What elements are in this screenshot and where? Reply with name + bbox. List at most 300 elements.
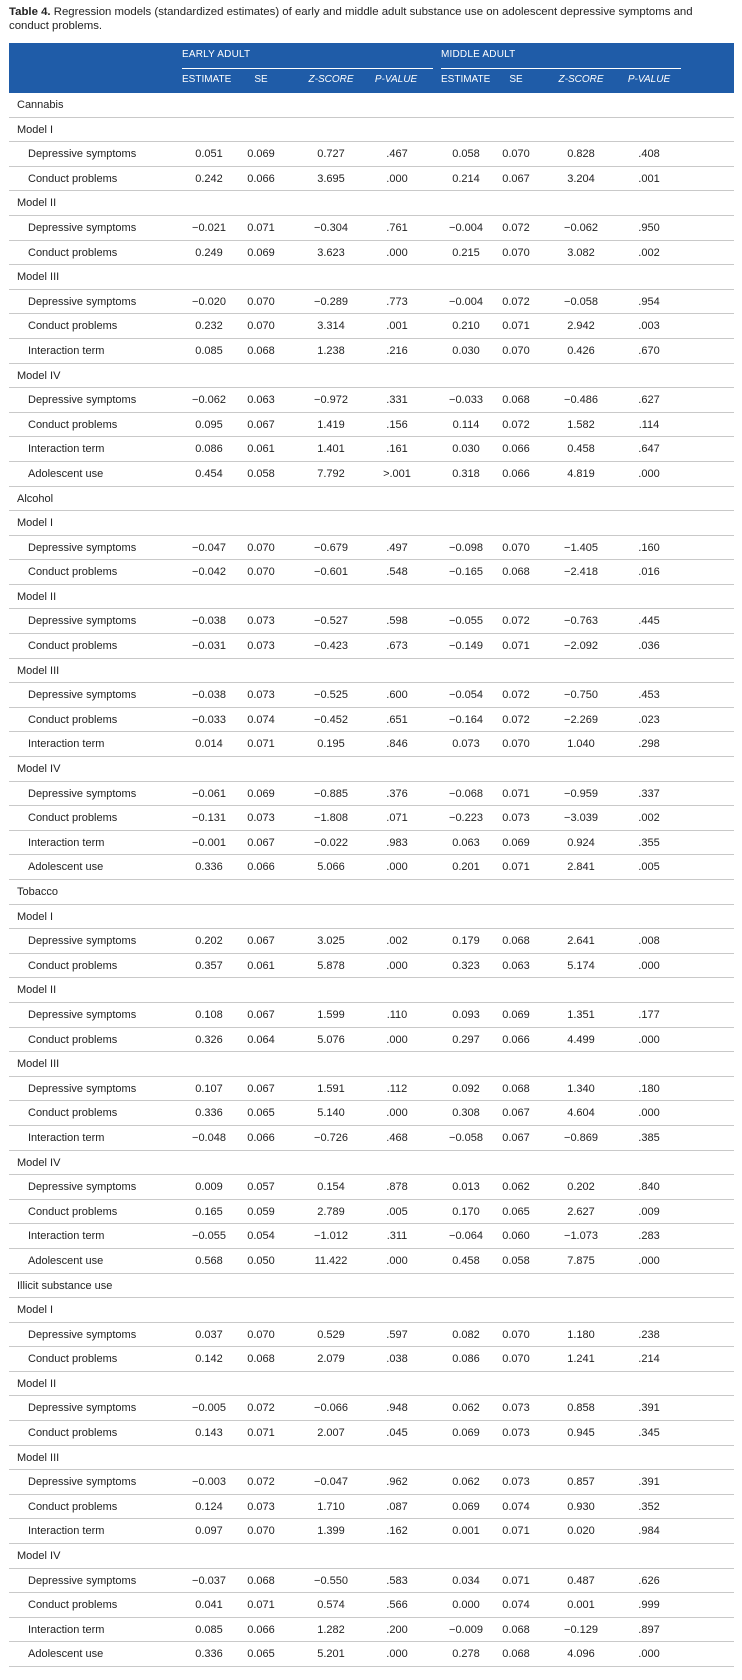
table-cell: 0.568 [195,1254,223,1267]
table-cell: .000 [386,1648,408,1661]
table-cell: −0.972 [314,394,348,407]
table-cell: 0.063 [452,836,480,849]
table-cell: 1.582 [567,418,595,431]
table-row [9,1126,734,1151]
table-cell: 0.828 [567,148,595,161]
table-cell: 2.789 [317,1205,345,1218]
row-label: Depressive symptoms [28,1181,137,1194]
table-cell: .445 [638,615,660,628]
col-header-zscore-early: Z-SCORE [308,74,354,85]
table-cell: 0.073 [502,1476,530,1489]
table-cell: .566 [386,1599,408,1612]
table-cell: 7.792 [317,467,345,480]
table-cell: −0.131 [192,812,226,825]
table-caption-label: Table 4. [9,6,51,18]
row-label: Depressive symptoms [28,1082,137,1095]
row-label: Cannabis [17,99,64,111]
row-label: Conduct problems [28,1599,118,1612]
table-cell: 0.066 [502,443,530,456]
table-row [9,855,734,880]
table-row [9,560,734,585]
table-cell: 0.085 [195,344,223,357]
table-cell: 0.070 [247,566,275,579]
table-cell: .355 [638,836,660,849]
row-label: Adolescent use [28,467,104,480]
row-label: Conduct problems [28,418,118,431]
table-cell: 0.082 [452,1328,480,1341]
table-cell: −3.039 [564,812,598,825]
table-cell: 0.071 [247,1599,275,1612]
table-cell: 0.070 [247,541,275,554]
table-cell: 0.061 [247,443,275,456]
row-label: Conduct problems [28,1033,118,1046]
table-row [9,1323,734,1348]
table-cell: 0.072 [502,689,530,702]
row-label: Model II [17,1377,57,1390]
table-cell: 3.082 [567,246,595,259]
table-cell: .214 [638,1353,660,1366]
row-label: Depressive symptoms [28,1574,137,1587]
table-row [9,1101,734,1126]
table-cell: −0.452 [314,713,348,726]
table-cell: −0.004 [449,221,483,234]
table-cell: −0.047 [192,541,226,554]
table-cell: 0.064 [247,1033,275,1046]
table-cell: 0.059 [247,1205,275,1218]
table-cell: 0.458 [452,1254,480,1267]
table-cell: 1.599 [317,1008,345,1021]
table-cell: −0.062 [564,221,598,234]
table-cell: 0.066 [247,172,275,185]
table-cell: .283 [638,1230,660,1243]
row-label: Alcohol [17,492,54,505]
table-cell: −0.033 [192,713,226,726]
table-cell: 0.067 [247,836,275,849]
group-rule-early-adult [182,68,433,69]
table-cell: −2.269 [564,713,598,726]
table-cell: .647 [638,443,660,456]
table-cell: 0.063 [247,394,275,407]
table-cell: 0.071 [247,1427,275,1440]
table-cell: 0.071 [502,320,530,333]
table-cell: 0.072 [502,295,530,308]
table-row [9,732,734,757]
table-cell: 0.069 [502,836,530,849]
table-caption [9,5,733,33]
table-cell: 1.401 [317,443,345,456]
model-row [9,1372,734,1397]
table-cell: 0.061 [247,959,275,972]
table-cell: .005 [386,1205,408,1218]
table-cell: 0.179 [452,935,480,948]
table-cell: 0.070 [247,320,275,333]
table-cell: −0.869 [564,1131,598,1144]
table-cell: −0.423 [314,640,348,653]
table-cell: 1.340 [567,1082,595,1095]
table-cell: 5.878 [317,959,345,972]
table-cell: −0.064 [449,1230,483,1243]
table-cell: .352 [638,1500,660,1513]
table-cell: .984 [638,1525,660,1538]
table-cell: .200 [386,1623,408,1636]
row-label: Depressive symptoms [28,615,137,628]
table-cell: −0.031 [192,640,226,653]
table-cell: −0.001 [192,836,226,849]
table-cell: 2.942 [567,320,595,333]
table-cell: .161 [386,443,408,456]
table-cell: −0.149 [449,640,483,653]
table-cell: .000 [638,467,660,480]
row-label: Interaction term [28,1131,105,1144]
group-early-adult: EARLY ADULT [182,49,251,60]
table-cell: −0.223 [449,812,483,825]
table-header [9,43,734,93]
table-cell: 0.070 [247,1525,275,1538]
table-cell: −0.061 [192,787,226,800]
table-row [9,954,734,979]
row-label: Conduct problems [28,959,118,972]
row-label: Model II [17,590,57,603]
table-cell: 0.073 [247,1500,275,1513]
row-label: Model I [17,123,54,136]
row-label: Conduct problems [28,1353,118,1366]
group-middle-adult: MIDDLE ADULT [441,49,516,60]
table-cell: 0.070 [247,295,275,308]
table-row [9,782,734,807]
row-label: Adolescent use [28,861,104,874]
table-row [9,1421,734,1446]
table-cell: .016 [638,566,660,579]
table-cell: 0.857 [567,1476,595,1489]
row-label: Model III [17,664,60,677]
table-cell: 2.641 [567,935,595,948]
row-label: Interaction term [28,443,105,456]
table-cell: 5.140 [317,1107,345,1120]
table-cell: 0.107 [195,1082,223,1095]
table-cell: 0.074 [502,1599,530,1612]
row-label: Illicit substance use [17,1279,113,1292]
table-cell: −0.525 [314,689,348,702]
table-cell: 0.069 [247,787,275,800]
table-cell: 0.072 [502,221,530,234]
table-cell: −0.486 [564,394,598,407]
row-label: Interaction term [28,738,105,751]
table-cell: .000 [386,1254,408,1267]
table-cell: 0.074 [247,713,275,726]
row-label: Model II [17,984,57,997]
table-cell: 0.067 [247,1008,275,1021]
table-cell: 0.318 [452,467,480,480]
table-cell: 0.249 [195,246,223,259]
col-header-se-middle: SE [509,74,523,85]
table-cell: 0.071 [247,221,275,234]
section-row [9,93,734,118]
table-row [9,1175,734,1200]
table-cell: 0.142 [195,1353,223,1366]
table-cell: .948 [386,1402,408,1415]
table-cell: 0.034 [452,1574,480,1587]
table-cell: .000 [638,1648,660,1661]
table-cell: .385 [638,1131,660,1144]
row-label: Model IV [17,1550,61,1563]
table-cell: −0.042 [192,566,226,579]
table-row [9,536,734,561]
row-label: Model IV [17,763,61,776]
table-cell: −0.289 [314,295,348,308]
table-cell: .840 [638,1181,660,1194]
table-cell: 3.623 [317,246,345,259]
model-row [9,978,734,1003]
row-label: Conduct problems [28,566,118,579]
table-row [9,806,734,831]
table-cell: −0.020 [192,295,226,308]
row-label: Depressive symptoms [28,689,137,702]
row-label: Depressive symptoms [28,1476,137,1489]
table-cell: .670 [638,344,660,357]
table-row [9,216,734,241]
table-cell: .000 [638,1254,660,1267]
row-label: Interaction term [28,1525,105,1538]
table-cell: −0.038 [192,615,226,628]
row-label: Model I [17,1304,54,1317]
table-cell: 2.627 [567,1205,595,1218]
table-row [9,1470,734,1495]
table-cell: 0.065 [502,1205,530,1218]
table-cell: 0.071 [502,787,530,800]
table-cell: 0.073 [247,615,275,628]
model-row [9,1544,734,1569]
table-cell: −0.009 [449,1623,483,1636]
table-cell: .626 [638,1574,660,1587]
table-cell: 0.073 [502,812,530,825]
table-cell: 0.041 [195,1599,223,1612]
table-cell: 0.068 [247,344,275,357]
table-cell: 0.067 [502,1107,530,1120]
row-label: Conduct problems [28,640,118,653]
model-row [9,364,734,389]
table-cell: .962 [386,1476,408,1489]
table-cell: 0.073 [247,640,275,653]
table-cell: 0.050 [247,1254,275,1267]
table-cell: 0.068 [502,1623,530,1636]
col-header-pvalue-early: P-VALUE [374,74,418,85]
table-cell: 0.066 [247,861,275,874]
table-cell: 1.351 [567,1008,595,1021]
col-header-pvalue-middle: P-VALUE [627,74,671,85]
table-cell: 0.458 [567,443,595,456]
table-cell: .001 [638,172,660,185]
table-cell: 1.180 [567,1328,595,1341]
table-cell: 0.074 [502,1500,530,1513]
table-cell: .045 [386,1427,408,1440]
table-cell: .110 [386,1008,408,1021]
table-cell: 0.073 [247,812,275,825]
col-header-zscore-middle: Z-SCORE [558,74,604,85]
table-cell: .548 [386,566,408,579]
table-cell: 0.030 [452,344,480,357]
table-cell: −0.038 [192,689,226,702]
table-cell: .008 [638,935,660,948]
table-cell: 0.070 [502,246,530,259]
table-cell: 0.058 [452,148,480,161]
table-cell: 0.858 [567,1402,595,1415]
table-cell: .627 [638,394,660,407]
table-cell: −0.066 [314,1402,348,1415]
table-row [9,1396,734,1421]
table-cell: 0.326 [195,1033,223,1046]
table-cell: −0.005 [192,1402,226,1415]
table-cell: .002 [638,246,660,259]
table-cell: −0.679 [314,541,348,554]
table-cell: .983 [386,836,408,849]
row-label: Depressive symptoms [28,295,137,308]
table-caption-text: Regression models (standardized estimates) of early and middle adult substance use on adolescent depressive symptoms and conduct problems. [9,6,693,32]
table-cell: 0.071 [502,1574,530,1587]
table-cell: 0.930 [567,1500,595,1513]
table-cell: 0.085 [195,1623,223,1636]
table-cell: .376 [386,787,408,800]
table-row [9,1003,734,1028]
model-row [9,757,734,782]
model-row [9,1446,734,1471]
table-cell: −0.003 [192,1476,226,1489]
col-header-se-early: SE [254,74,268,85]
section-row [9,880,734,905]
table-cell: 0.068 [502,935,530,948]
table-cell: 0.086 [195,443,223,456]
table-cell: 0.069 [247,148,275,161]
table-cell: .773 [386,295,408,308]
table-cell: .002 [386,935,408,948]
table-cell: 4.499 [567,1033,595,1046]
row-label: Depressive symptoms [28,1328,137,1341]
table-row [9,413,734,438]
table-cell: −0.054 [449,689,483,702]
table-cell: .950 [638,221,660,234]
row-label: Interaction term [28,1230,105,1243]
table-cell: .000 [638,1033,660,1046]
table-cell: .311 [386,1230,408,1243]
table-cell: 0.278 [452,1648,480,1661]
table-row [9,831,734,856]
row-label: Interaction term [28,344,105,357]
table-cell: −0.021 [192,221,226,234]
table-cell: 0.114 [452,418,480,431]
table-body [9,93,734,1667]
table-cell: 0.336 [195,1107,223,1120]
table-cell: 0.071 [502,861,530,874]
table-cell: 0.201 [452,861,480,874]
table-cell: .000 [386,959,408,972]
table-row [9,1249,734,1274]
table-cell: 0.097 [195,1525,223,1538]
table-cell: 0.070 [502,738,530,751]
table-row [9,142,734,167]
table-cell: .177 [638,1008,660,1021]
table-cell: 5.201 [317,1648,345,1661]
table-cell: .878 [386,1181,408,1194]
table-cell: .180 [638,1082,660,1095]
table-cell: .391 [638,1476,660,1489]
table-cell: 1.040 [567,738,595,751]
table-cell: .000 [638,1107,660,1120]
row-label: Depressive symptoms [28,1008,137,1021]
row-label: Depressive symptoms [28,541,137,554]
table-cell: .337 [638,787,660,800]
table-cell: .391 [638,1402,660,1415]
table-cell: .345 [638,1427,660,1440]
table-cell: .897 [638,1623,660,1636]
table-cell: 0.066 [247,1623,275,1636]
table-cell: .583 [386,1574,408,1587]
table-row [9,462,734,487]
table-cell: 0.214 [452,172,480,185]
table-cell: .331 [386,394,408,407]
table-cell: .038 [386,1353,408,1366]
table-cell: 0.066 [502,467,530,480]
table-cell: 0.067 [247,418,275,431]
table-cell: −0.098 [449,541,483,554]
row-label: Model I [17,517,54,530]
row-label: Conduct problems [28,1427,118,1440]
col-header-estimate-early: ESTIMATE [182,74,232,85]
table-row [9,1200,734,1225]
table-cell: −2.092 [564,640,598,653]
table-row [9,290,734,315]
table-cell: 0.054 [247,1230,275,1243]
regression-table [9,43,734,1667]
table-cell: 0.069 [247,246,275,259]
table-cell: 0.000 [452,1599,480,1612]
table-cell: −0.022 [314,836,348,849]
table-cell: 1.419 [317,418,345,431]
table-cell: 0.062 [452,1476,480,1489]
table-cell: 1.399 [317,1525,345,1538]
table-cell: −0.527 [314,615,348,628]
table-cell: .000 [386,1033,408,1046]
model-row [9,118,734,143]
model-row [9,191,734,216]
model-row [9,1298,734,1323]
table-cell: 0.030 [452,443,480,456]
table-cell: 0.574 [317,1599,345,1612]
table-cell: .003 [638,320,660,333]
row-label: Model I [17,910,54,923]
table-cell: 0.215 [452,246,480,259]
table-cell: .497 [386,541,408,554]
table-cell: 0.165 [195,1205,223,1218]
model-row [9,1151,734,1176]
table-cell: 0.057 [247,1181,275,1194]
table-cell: 0.066 [502,1033,530,1046]
table-cell: 0.170 [452,1205,480,1218]
table-cell: 4.819 [567,467,595,480]
table-cell: >.001 [383,467,411,480]
row-label: Model III [17,1058,60,1071]
table-cell: 0.072 [247,1476,275,1489]
table-cell: 0.067 [502,1131,530,1144]
row-label: Depressive symptoms [28,1402,137,1415]
row-label: Depressive symptoms [28,221,137,234]
table-cell: 3.025 [317,935,345,948]
table-cell: 0.062 [452,1402,480,1415]
table-cell: −0.763 [564,615,598,628]
table-cell: 0.067 [502,172,530,185]
table-cell: 0.069 [452,1427,480,1440]
table-cell: −0.750 [564,689,598,702]
table-cell: −0.726 [314,1131,348,1144]
section-row [9,487,734,512]
